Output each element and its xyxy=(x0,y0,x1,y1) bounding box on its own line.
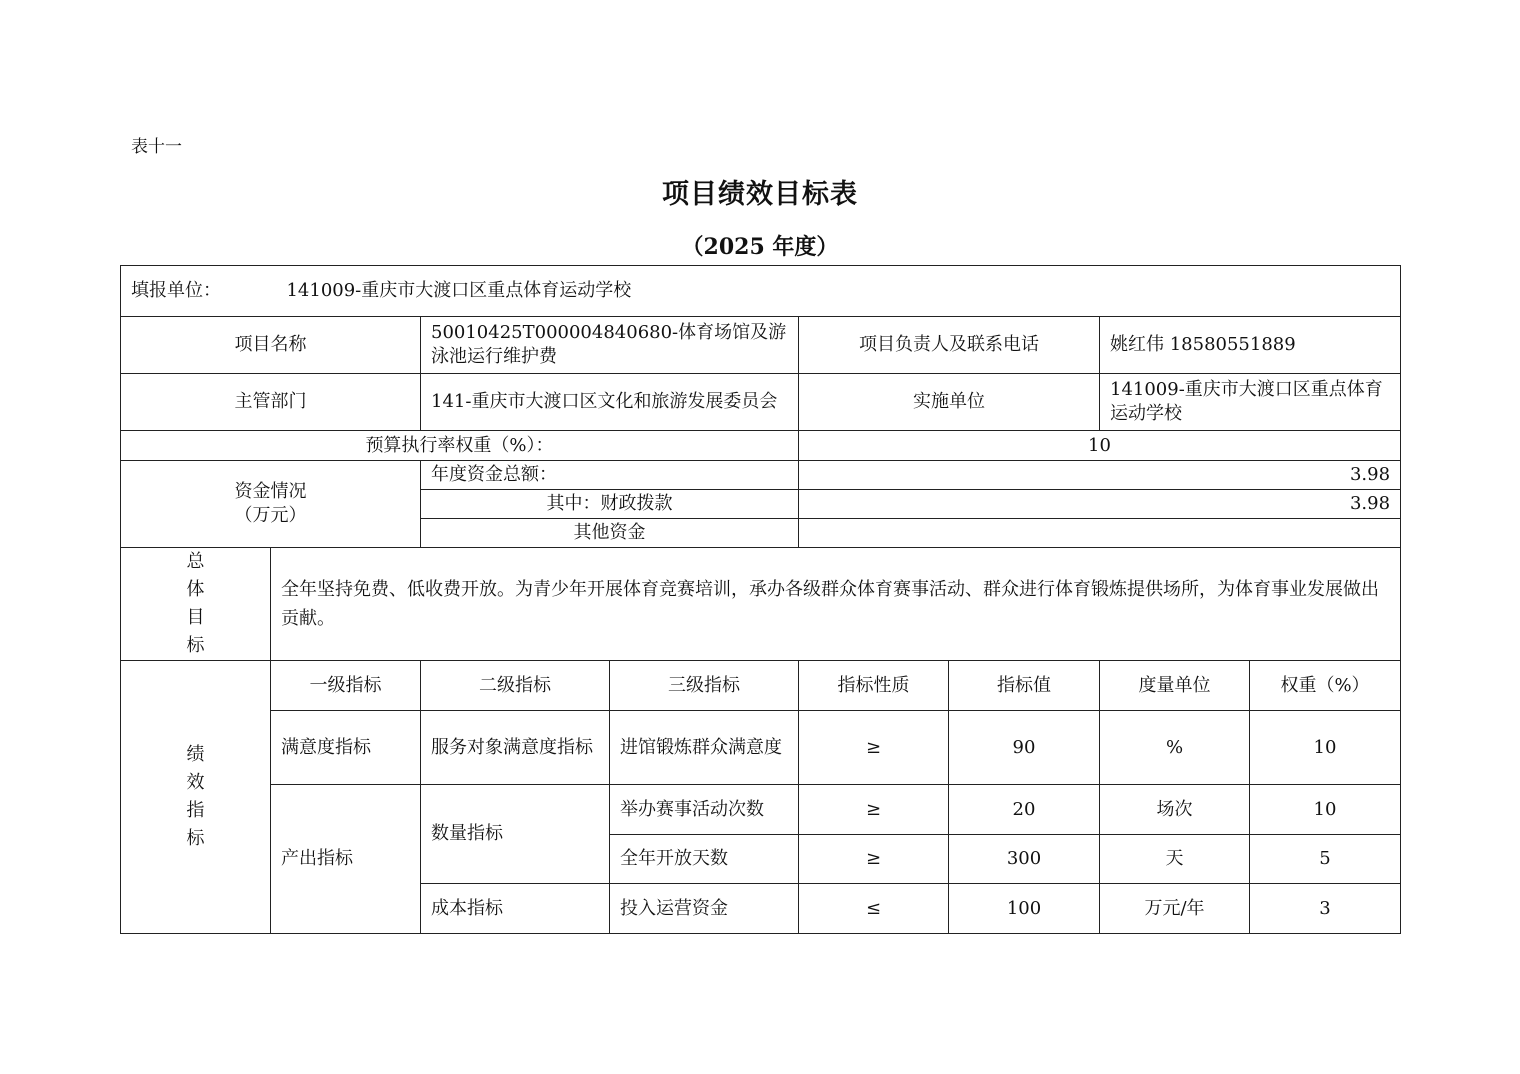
goal-label-char: 体 xyxy=(186,579,205,600)
budget-weight-label: 预算执行率权重（%）： xyxy=(121,431,799,461)
cell-nature: ≥ xyxy=(799,835,949,884)
unit-label: 填报单位： xyxy=(131,280,221,301)
cell-level1: 产出指标 xyxy=(271,785,421,934)
header-level2: 二级指标 xyxy=(421,661,610,711)
cell-level2: 服务对象满意度指标 xyxy=(421,711,610,785)
unit-cell xyxy=(121,266,1401,317)
funds-fiscal-label: 其中：财政拨款 xyxy=(421,490,799,519)
cell-weight: 3 xyxy=(1250,884,1401,934)
funds-label-line2: （万元） xyxy=(234,505,307,526)
header-unit: 度量单位 xyxy=(1100,661,1250,711)
cell-level2: 成本指标 xyxy=(421,884,610,934)
cell-level2: 数量指标 xyxy=(421,785,610,884)
dept-label: 主管部门 xyxy=(121,374,421,431)
project-name-value: 50010425T000004840680-体育场馆及游泳池运行维护费 xyxy=(421,317,799,374)
header-weight: 权重（%） xyxy=(1250,661,1401,711)
cell-unit: 场次 xyxy=(1100,785,1250,835)
indicator-header-row xyxy=(121,661,1401,711)
project-name-label: 项目名称 xyxy=(121,317,421,374)
performance-table xyxy=(120,265,1401,934)
goal-label xyxy=(121,548,271,661)
indicators-label-char: 指 xyxy=(186,800,205,821)
budget-weight-row xyxy=(121,431,1401,461)
cell-value: 300 xyxy=(949,835,1100,884)
goal-label-char: 目 xyxy=(186,607,205,628)
funds-other-label: 其他资金 xyxy=(421,519,799,548)
cell-level3: 举办赛事活动次数 xyxy=(610,785,799,835)
indicators-label-char: 绩 xyxy=(186,744,205,765)
page-title: 项目绩效目标表 xyxy=(662,179,858,210)
unit-value: 141009-重庆市大渡口区重点体育运动学校 xyxy=(286,280,632,301)
goal-row xyxy=(121,548,1401,661)
cell-weight: 10 xyxy=(1250,711,1401,785)
cell-level3: 全年开放天数 xyxy=(610,835,799,884)
cell-unit: 天 xyxy=(1100,835,1250,884)
unit-row xyxy=(121,266,1401,317)
cell-nature: ≤ xyxy=(799,884,949,934)
goal-label-char: 标 xyxy=(186,635,205,656)
header-level1: 一级指标 xyxy=(271,661,421,711)
indicators-label xyxy=(121,661,271,934)
cell-level1: 满意度指标 xyxy=(271,711,421,785)
cell-level3: 投入运营资金 xyxy=(610,884,799,934)
funds-label-line1: 资金情况 xyxy=(234,481,307,502)
indicators-label-char: 效 xyxy=(186,772,205,793)
cell-nature: ≥ xyxy=(799,711,949,785)
cell-level3: 进馆锻炼群众满意度 xyxy=(610,711,799,785)
cell-value: 100 xyxy=(949,884,1100,934)
contact-value: 姚红伟 18580551889 xyxy=(1100,317,1401,374)
dept-value: 141-重庆市大渡口区文化和旅游发展委员会 xyxy=(421,374,799,431)
header-value: 指标值 xyxy=(949,661,1100,711)
cell-unit: % xyxy=(1100,711,1250,785)
funds-other-value xyxy=(799,519,1401,548)
cell-unit: 万元/年 xyxy=(1100,884,1250,934)
project-name-row xyxy=(121,317,1401,374)
funds-total-row xyxy=(121,461,1401,490)
page-subtitle: （2025 年度） xyxy=(681,234,839,260)
dept-row xyxy=(121,374,1401,431)
header-nature: 指标性质 xyxy=(799,661,949,711)
indicators-label-char: 标 xyxy=(186,828,205,849)
funds-label xyxy=(121,461,421,548)
cell-weight: 5 xyxy=(1250,835,1401,884)
table-number: 表十一 xyxy=(131,137,182,157)
goal-text: 全年坚持免费、低收费开放。为青少年开展体育竞赛培训，承办各级群众体育赛事活动、群众进行体育锻炼提供场所，为体育事业发展做出贡献。 xyxy=(271,548,1401,661)
header-level3: 三级指标 xyxy=(610,661,799,711)
funds-fiscal-value: 3.98 xyxy=(799,490,1401,519)
cell-nature: ≥ xyxy=(799,785,949,835)
goal-label-char: 总 xyxy=(186,551,205,572)
table-row xyxy=(121,711,1401,785)
contact-label: 项目负责人及联系电话 xyxy=(799,317,1100,374)
impl-label: 实施单位 xyxy=(799,374,1100,431)
budget-weight-value: 10 xyxy=(799,431,1401,461)
cell-value: 90 xyxy=(949,711,1100,785)
impl-value: 141009-重庆市大渡口区重点体育运动学校 xyxy=(1100,374,1401,431)
table-row xyxy=(121,785,1401,835)
cell-value: 20 xyxy=(949,785,1100,835)
funds-total-value: 3.98 xyxy=(799,461,1401,490)
cell-weight: 10 xyxy=(1250,785,1401,835)
funds-total-label: 年度资金总额： xyxy=(421,461,799,490)
